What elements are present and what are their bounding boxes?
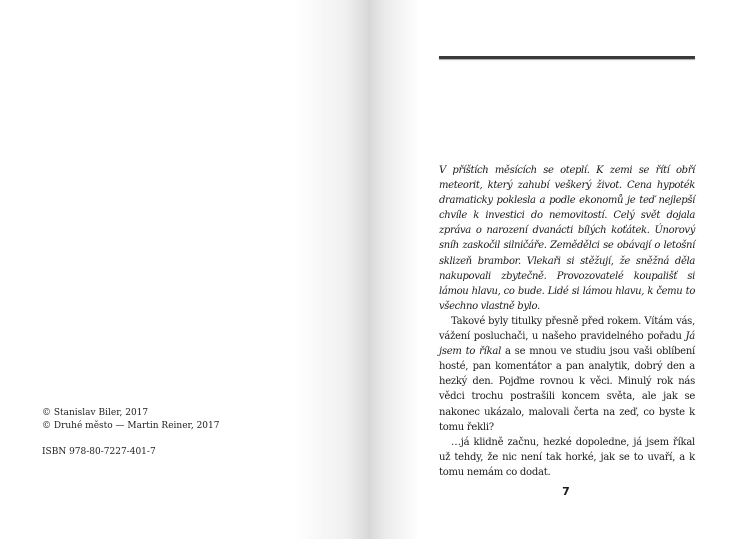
italic-headlines-paragraph: V příštích měsících se oteplí. K zemi se řítí obří meteorit, který zahubí veškerý život. Cena hypoték dramaticky poklesla a podle ekonomů je teď nejlepší chvíle k investici do nemovitostí. Celý svět dojala zpráva o narození dvanácti bílých koťátek. Únorový sníh zaskočil silničáře. Zemědělci se obávají o letošní sklizeň brambor. Vlekaři si stěžují, že sněžná děla nakupovali zbytečně. Provozovatelé koupališť si lámou hlavu, co bude. Lidé si lámou hlavu, k čemu to všechno vlastně bylo.: [439, 165, 695, 312]
chapter-rule: [439, 56, 695, 59]
body-text: [439, 163, 695, 480]
right-page: [368, 0, 737, 539]
imprint-block: [42, 407, 219, 459]
left-page: [0, 0, 368, 539]
paragraph-reply: …já klidně začnu, hezké dopoledne, já jsem říkal už tehdy, že nic není tak horké, jak se to uvaří, a k tomu nemám co dodat.: [439, 436, 695, 478]
isbn: ISBN 978-80-7227-401-7: [42, 447, 156, 457]
paragraph-greeting-text-1: Takové byly titulky přesně před rokem. Vítám vás, vážení posluchači, u našeho pravidelného pořadu: [439, 315, 695, 343]
page-number: 7: [562, 485, 570, 498]
paragraph-greeting: [439, 314, 695, 435]
paragraph-greeting-text-2: a se mnou ve studiu jsou vaši oblíbení hosté, pan komentátor a pan analytik, dobrý den a hezký den. Pojďme rovnou k věci. Minulý rok nás vědci trochu postrašili koncem světa, ale jak se nakonec ukázalo, malovali čerta na zeď, co byste k tomu řekli?: [439, 346, 695, 433]
copyright-publisher: © Druhé město — Martin Reiner, 2017: [42, 421, 220, 431]
show-title: Já jsem to říkal: [439, 331, 695, 358]
copyright-author: © Stanislav Biler, 2017: [42, 408, 149, 418]
